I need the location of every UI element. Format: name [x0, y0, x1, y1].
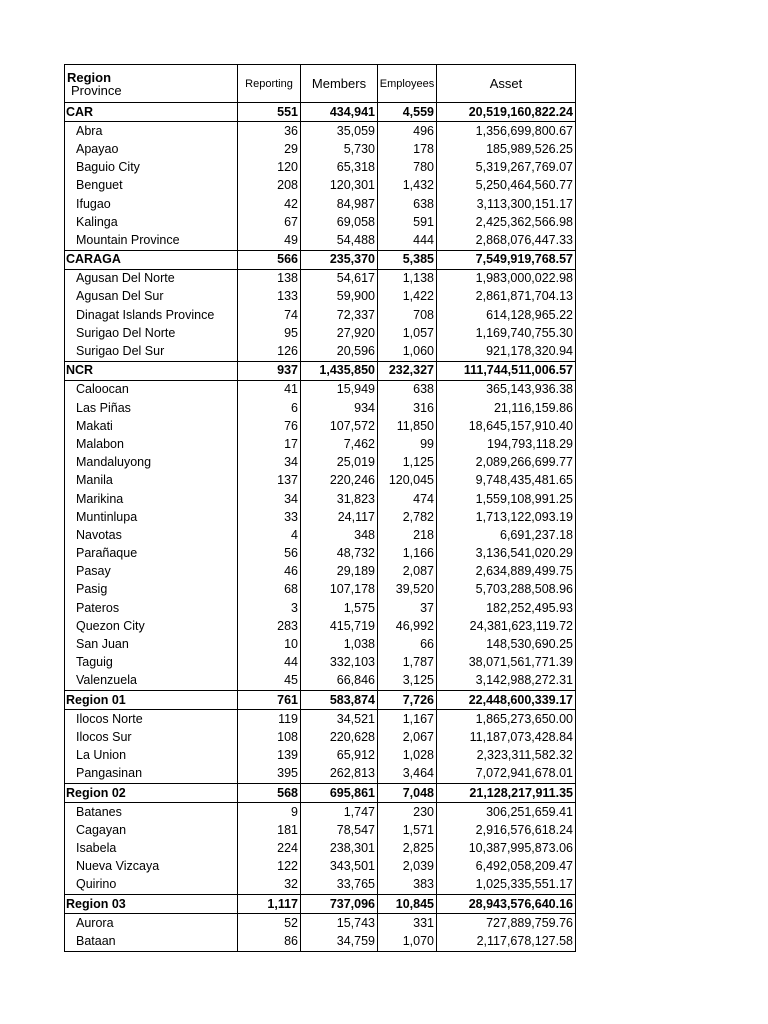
asset-cell: 185,989,526.25 — [437, 140, 576, 158]
reporting-cell: 208 — [238, 177, 301, 195]
employees-cell: 591 — [378, 213, 437, 231]
asset-cell: 111,744,511,006.57 — [437, 361, 576, 380]
province-row — [65, 159, 576, 177]
row-name-cell: Valenzuela — [65, 672, 238, 691]
employees-cell: 1,070 — [378, 932, 437, 951]
members-cell: 24,117 — [301, 508, 378, 526]
asset-cell: 1,169,740,755.30 — [437, 324, 576, 342]
region-header-label: Region — [67, 69, 112, 85]
asset-cell: 5,703,288,508.96 — [437, 581, 576, 599]
row-name-cell: Aurora — [65, 914, 238, 933]
employees-cell: 66 — [378, 635, 437, 653]
province-row — [65, 728, 576, 746]
province-row — [65, 581, 576, 599]
employees-cell: 2,067 — [378, 728, 437, 746]
reporting-cell: 44 — [238, 654, 301, 672]
province-row — [65, 765, 576, 784]
province-row — [65, 342, 576, 361]
employees-cell: 46,992 — [378, 617, 437, 635]
province-row — [65, 914, 576, 933]
row-name-cell: Region 03 — [65, 895, 238, 914]
employees-cell: 2,825 — [378, 840, 437, 858]
province-row — [65, 324, 576, 342]
reporting-cell: 76 — [238, 417, 301, 435]
reporting-cell: 761 — [238, 691, 301, 710]
asset-cell: 11,187,073,428.84 — [437, 728, 576, 746]
region-row — [65, 361, 576, 380]
members-cell: 415,719 — [301, 617, 378, 635]
province-row — [65, 195, 576, 213]
employees-cell: 331 — [378, 914, 437, 933]
reporting-cell: 133 — [238, 288, 301, 306]
asset-cell: 365,143,936.38 — [437, 380, 576, 399]
asset-cell: 3,136,541,020.29 — [437, 545, 576, 563]
members-cell: 1,747 — [301, 803, 378, 822]
row-name-cell: Ilocos Norte — [65, 710, 238, 729]
reporting-cell: 42 — [238, 195, 301, 213]
asset-cell: 6,691,237.18 — [437, 526, 576, 544]
region-row — [65, 783, 576, 802]
province-row — [65, 672, 576, 691]
members-cell: 84,987 — [301, 195, 378, 213]
asset-cell: 38,071,561,771.39 — [437, 654, 576, 672]
row-name-cell: Region 02 — [65, 783, 238, 802]
province-row — [65, 269, 576, 288]
members-cell: 54,488 — [301, 231, 378, 250]
province-row — [65, 472, 576, 490]
row-name-cell: Malabon — [65, 435, 238, 453]
employees-cell: 5,385 — [378, 250, 437, 269]
reporting-cell: 566 — [238, 250, 301, 269]
employees-cell: 1,057 — [378, 324, 437, 342]
asset-cell: 21,128,217,911.35 — [437, 783, 576, 802]
asset-cell: 7,549,919,768.57 — [437, 250, 576, 269]
asset-cell: 182,252,495.93 — [437, 599, 576, 617]
reporting-cell: 568 — [238, 783, 301, 802]
row-name-cell: Las Piñas — [65, 399, 238, 417]
members-cell: 15,743 — [301, 914, 378, 933]
row-name-cell: Ilocos Sur — [65, 728, 238, 746]
employees-cell: 3,125 — [378, 672, 437, 691]
province-row — [65, 213, 576, 231]
employees-cell: 39,520 — [378, 581, 437, 599]
reporting-cell: 67 — [238, 213, 301, 231]
reporting-cell: 551 — [238, 103, 301, 122]
province-row — [65, 526, 576, 544]
row-name-cell: Quezon City — [65, 617, 238, 635]
employees-cell: 232,327 — [378, 361, 437, 380]
province-row — [65, 635, 576, 653]
asset-cell: 18,645,157,910.40 — [437, 417, 576, 435]
reporting-cell: 108 — [238, 728, 301, 746]
employees-cell: 638 — [378, 195, 437, 213]
employees-cell: 2,087 — [378, 563, 437, 581]
asset-cell: 148,530,690.25 — [437, 635, 576, 653]
asset-cell: 2,323,311,582.32 — [437, 747, 576, 765]
province-row — [65, 288, 576, 306]
province-row — [65, 599, 576, 617]
asset-cell: 2,861,871,704.13 — [437, 288, 576, 306]
members-cell: 235,370 — [301, 250, 378, 269]
reporting-cell: 33 — [238, 508, 301, 526]
members-cell: 220,628 — [301, 728, 378, 746]
row-name-cell: Isabela — [65, 840, 238, 858]
employees-cell: 1,787 — [378, 654, 437, 672]
reporting-cell: 283 — [238, 617, 301, 635]
row-name-cell: Dinagat Islands Province — [65, 306, 238, 324]
region-row — [65, 250, 576, 269]
members-cell: 934 — [301, 399, 378, 417]
row-name-cell: Bataan — [65, 932, 238, 951]
reporting-cell: 937 — [238, 361, 301, 380]
row-name-cell: Marikina — [65, 490, 238, 508]
asset-cell: 24,381,623,119.72 — [437, 617, 576, 635]
members-cell: 7,462 — [301, 435, 378, 453]
employees-cell: 10,845 — [378, 895, 437, 914]
region-row — [65, 691, 576, 710]
employees-cell: 1,571 — [378, 821, 437, 839]
members-cell: 35,059 — [301, 122, 378, 141]
members-cell: 72,337 — [301, 306, 378, 324]
reporting-cell: 181 — [238, 821, 301, 839]
employees-cell: 2,039 — [378, 858, 437, 876]
reporting-cell: 46 — [238, 563, 301, 581]
reporting-cell: 137 — [238, 472, 301, 490]
members-cell: 583,874 — [301, 691, 378, 710]
employees-cell: 218 — [378, 526, 437, 544]
members-cell: 120,301 — [301, 177, 378, 195]
row-name-cell: Region 01 — [65, 691, 238, 710]
province-row — [65, 545, 576, 563]
employees-cell: 11,850 — [378, 417, 437, 435]
row-name-cell: Pateros — [65, 599, 238, 617]
employees-cell: 2,782 — [378, 508, 437, 526]
asset-cell: 1,865,273,650.00 — [437, 710, 576, 729]
reporting-cell: 74 — [238, 306, 301, 324]
row-name-cell: Baguio City — [65, 159, 238, 177]
employees-cell: 638 — [378, 380, 437, 399]
reporting-cell: 34 — [238, 454, 301, 472]
province-row — [65, 876, 576, 895]
reporting-cell: 122 — [238, 858, 301, 876]
province-row — [65, 932, 576, 951]
asset-cell: 614,128,965.22 — [437, 306, 576, 324]
reporting-cell: 139 — [238, 747, 301, 765]
row-name-cell: Surigao Del Sur — [65, 342, 238, 361]
employees-cell: 99 — [378, 435, 437, 453]
asset-cell: 2,868,076,447.33 — [437, 231, 576, 250]
asset-cell: 5,319,267,769.07 — [437, 159, 576, 177]
reporting-cell: 41 — [238, 380, 301, 399]
reporting-cell: 120 — [238, 159, 301, 177]
row-name-cell: Taguig — [65, 654, 238, 672]
row-name-cell: Muntinlupa — [65, 508, 238, 526]
asset-cell: 7,072,941,678.01 — [437, 765, 576, 784]
members-cell: 34,521 — [301, 710, 378, 729]
header-row — [65, 65, 576, 103]
province-row — [65, 140, 576, 158]
members-cell: 31,823 — [301, 490, 378, 508]
region-row — [65, 103, 576, 122]
reporting-cell: 1,117 — [238, 895, 301, 914]
asset-cell: 22,448,600,339.17 — [437, 691, 576, 710]
reporting-cell: 126 — [238, 342, 301, 361]
row-name-cell: Agusan Del Sur — [65, 288, 238, 306]
members-cell: 20,596 — [301, 342, 378, 361]
reporting-cell: 32 — [238, 876, 301, 895]
reporting-cell: 119 — [238, 710, 301, 729]
row-name-cell: Mountain Province — [65, 231, 238, 250]
row-name-cell: Nueva Vizcaya — [65, 858, 238, 876]
members-cell: 69,058 — [301, 213, 378, 231]
reporting-cell: 34 — [238, 490, 301, 508]
province-row — [65, 508, 576, 526]
table-body — [65, 103, 576, 952]
reporting-cell: 395 — [238, 765, 301, 784]
employees-cell: 4,559 — [378, 103, 437, 122]
employees-cell: 444 — [378, 231, 437, 250]
reporting-cell: 10 — [238, 635, 301, 653]
asset-cell: 2,089,266,699.77 — [437, 454, 576, 472]
employees-cell: 230 — [378, 803, 437, 822]
employees-cell: 3,464 — [378, 765, 437, 784]
asset-cell: 28,943,576,640.16 — [437, 895, 576, 914]
asset-cell: 2,425,362,566.98 — [437, 213, 576, 231]
asset-cell: 9,748,435,481.65 — [437, 472, 576, 490]
row-name-cell: Navotas — [65, 526, 238, 544]
employees-header: Employees — [378, 65, 437, 103]
members-cell: 332,103 — [301, 654, 378, 672]
reporting-cell: 9 — [238, 803, 301, 822]
reporting-cell: 45 — [238, 672, 301, 691]
members-cell: 34,759 — [301, 932, 378, 951]
province-row — [65, 435, 576, 453]
employees-cell: 1,060 — [378, 342, 437, 361]
asset-cell: 20,519,160,822.24 — [437, 103, 576, 122]
employees-cell: 1,138 — [378, 269, 437, 288]
employees-cell: 1,125 — [378, 454, 437, 472]
province-row — [65, 563, 576, 581]
employees-cell: 178 — [378, 140, 437, 158]
row-name-cell: Surigao Del Norte — [65, 324, 238, 342]
employees-cell: 708 — [378, 306, 437, 324]
reporting-cell: 4 — [238, 526, 301, 544]
asset-cell: 21,116,159.86 — [437, 399, 576, 417]
province-row — [65, 710, 576, 729]
members-cell: 1,575 — [301, 599, 378, 617]
employees-cell: 383 — [378, 876, 437, 895]
reporting-cell: 138 — [238, 269, 301, 288]
asset-cell: 2,916,576,618.24 — [437, 821, 576, 839]
employees-cell: 474 — [378, 490, 437, 508]
row-name-cell: Pasay — [65, 563, 238, 581]
cooperative-statistics-table — [64, 64, 576, 952]
members-cell: 434,941 — [301, 103, 378, 122]
province-row — [65, 490, 576, 508]
row-name-cell: Kalinga — [65, 213, 238, 231]
employees-cell: 37 — [378, 599, 437, 617]
province-row — [65, 654, 576, 672]
asset-cell: 921,178,320.94 — [437, 342, 576, 361]
members-cell: 695,861 — [301, 783, 378, 802]
asset-cell: 3,142,988,272.31 — [437, 672, 576, 691]
employees-cell: 7,048 — [378, 783, 437, 802]
employees-cell: 1,028 — [378, 747, 437, 765]
employees-cell: 1,422 — [378, 288, 437, 306]
asset-cell: 10,387,995,873.06 — [437, 840, 576, 858]
asset-cell: 727,889,759.76 — [437, 914, 576, 933]
row-name-cell: Cagayan — [65, 821, 238, 839]
asset-cell: 3,113,300,151.17 — [437, 195, 576, 213]
members-cell: 737,096 — [301, 895, 378, 914]
province-header-label: Province — [71, 82, 122, 98]
employees-cell: 1,432 — [378, 177, 437, 195]
members-cell: 107,178 — [301, 581, 378, 599]
asset-cell: 1,713,122,093.19 — [437, 508, 576, 526]
row-name-cell: CAR — [65, 103, 238, 122]
members-cell: 1,435,850 — [301, 361, 378, 380]
reporting-cell: 52 — [238, 914, 301, 933]
province-row — [65, 840, 576, 858]
members-cell: 66,846 — [301, 672, 378, 691]
province-row — [65, 380, 576, 399]
members-cell: 348 — [301, 526, 378, 544]
row-name-cell: Caloocan — [65, 380, 238, 399]
province-row — [65, 821, 576, 839]
asset-cell: 1,559,108,991.25 — [437, 490, 576, 508]
members-cell: 343,501 — [301, 858, 378, 876]
province-row — [65, 306, 576, 324]
employees-cell: 120,045 — [378, 472, 437, 490]
employees-cell: 496 — [378, 122, 437, 141]
members-cell: 262,813 — [301, 765, 378, 784]
province-row — [65, 399, 576, 417]
asset-cell: 1,983,000,022.98 — [437, 269, 576, 288]
members-cell: 25,019 — [301, 454, 378, 472]
employees-cell: 780 — [378, 159, 437, 177]
members-cell: 1,038 — [301, 635, 378, 653]
reporting-cell: 3 — [238, 599, 301, 617]
asset-cell: 194,793,118.29 — [437, 435, 576, 453]
row-name-cell: CARAGA — [65, 250, 238, 269]
asset-cell: 2,117,678,127.58 — [437, 932, 576, 951]
members-cell: 5,730 — [301, 140, 378, 158]
province-row — [65, 803, 576, 822]
members-cell: 65,912 — [301, 747, 378, 765]
employees-cell: 316 — [378, 399, 437, 417]
row-name-cell: Pasig — [65, 581, 238, 599]
asset-cell: 1,356,699,800.67 — [437, 122, 576, 141]
row-name-cell: Parañaque — [65, 545, 238, 563]
asset-cell: 2,634,889,499.75 — [437, 563, 576, 581]
asset-cell: 6,492,058,209.47 — [437, 858, 576, 876]
members-cell: 59,900 — [301, 288, 378, 306]
asset-cell: 1,025,335,551.17 — [437, 876, 576, 895]
province-row — [65, 747, 576, 765]
row-name-cell: Makati — [65, 417, 238, 435]
row-name-cell: Quirino — [65, 876, 238, 895]
row-name-cell: Mandaluyong — [65, 454, 238, 472]
province-row — [65, 177, 576, 195]
members-cell: 78,547 — [301, 821, 378, 839]
members-cell: 33,765 — [301, 876, 378, 895]
members-cell: 238,301 — [301, 840, 378, 858]
members-cell: 29,189 — [301, 563, 378, 581]
asset-header: Asset — [437, 65, 576, 103]
region-row — [65, 895, 576, 914]
reporting-cell: 95 — [238, 324, 301, 342]
row-name-cell: Pangasinan — [65, 765, 238, 784]
province-row — [65, 417, 576, 435]
province-row — [65, 231, 576, 250]
row-name-cell: Benguet — [65, 177, 238, 195]
reporting-cell: 49 — [238, 231, 301, 250]
province-row — [65, 122, 576, 141]
row-name-cell: NCR — [65, 361, 238, 380]
asset-cell: 5,250,464,560.77 — [437, 177, 576, 195]
members-header: Members — [301, 65, 378, 103]
members-cell: 48,732 — [301, 545, 378, 563]
reporting-cell: 68 — [238, 581, 301, 599]
province-row — [65, 454, 576, 472]
row-name-cell: Batanes — [65, 803, 238, 822]
members-cell: 65,318 — [301, 159, 378, 177]
row-name-cell: Agusan Del Norte — [65, 269, 238, 288]
employees-cell: 7,726 — [378, 691, 437, 710]
reporting-cell: 36 — [238, 122, 301, 141]
row-name-cell: Abra — [65, 122, 238, 141]
row-name-cell: La Union — [65, 747, 238, 765]
reporting-cell: 86 — [238, 932, 301, 951]
reporting-cell: 224 — [238, 840, 301, 858]
reporting-cell: 17 — [238, 435, 301, 453]
row-name-cell: San Juan — [65, 635, 238, 653]
employees-cell: 1,167 — [378, 710, 437, 729]
row-name-cell: Apayao — [65, 140, 238, 158]
members-cell: 54,617 — [301, 269, 378, 288]
reporting-header: Reporting — [238, 65, 301, 103]
employees-cell: 1,166 — [378, 545, 437, 563]
province-row — [65, 858, 576, 876]
province-row — [65, 617, 576, 635]
reporting-cell: 6 — [238, 399, 301, 417]
members-cell: 15,949 — [301, 380, 378, 399]
reporting-cell: 56 — [238, 545, 301, 563]
members-cell: 107,572 — [301, 417, 378, 435]
members-cell: 27,920 — [301, 324, 378, 342]
row-name-cell: Ifugao — [65, 195, 238, 213]
row-name-cell: Manila — [65, 472, 238, 490]
members-cell: 220,246 — [301, 472, 378, 490]
asset-cell: 306,251,659.41 — [437, 803, 576, 822]
region-province-header — [65, 65, 238, 103]
reporting-cell: 29 — [238, 140, 301, 158]
